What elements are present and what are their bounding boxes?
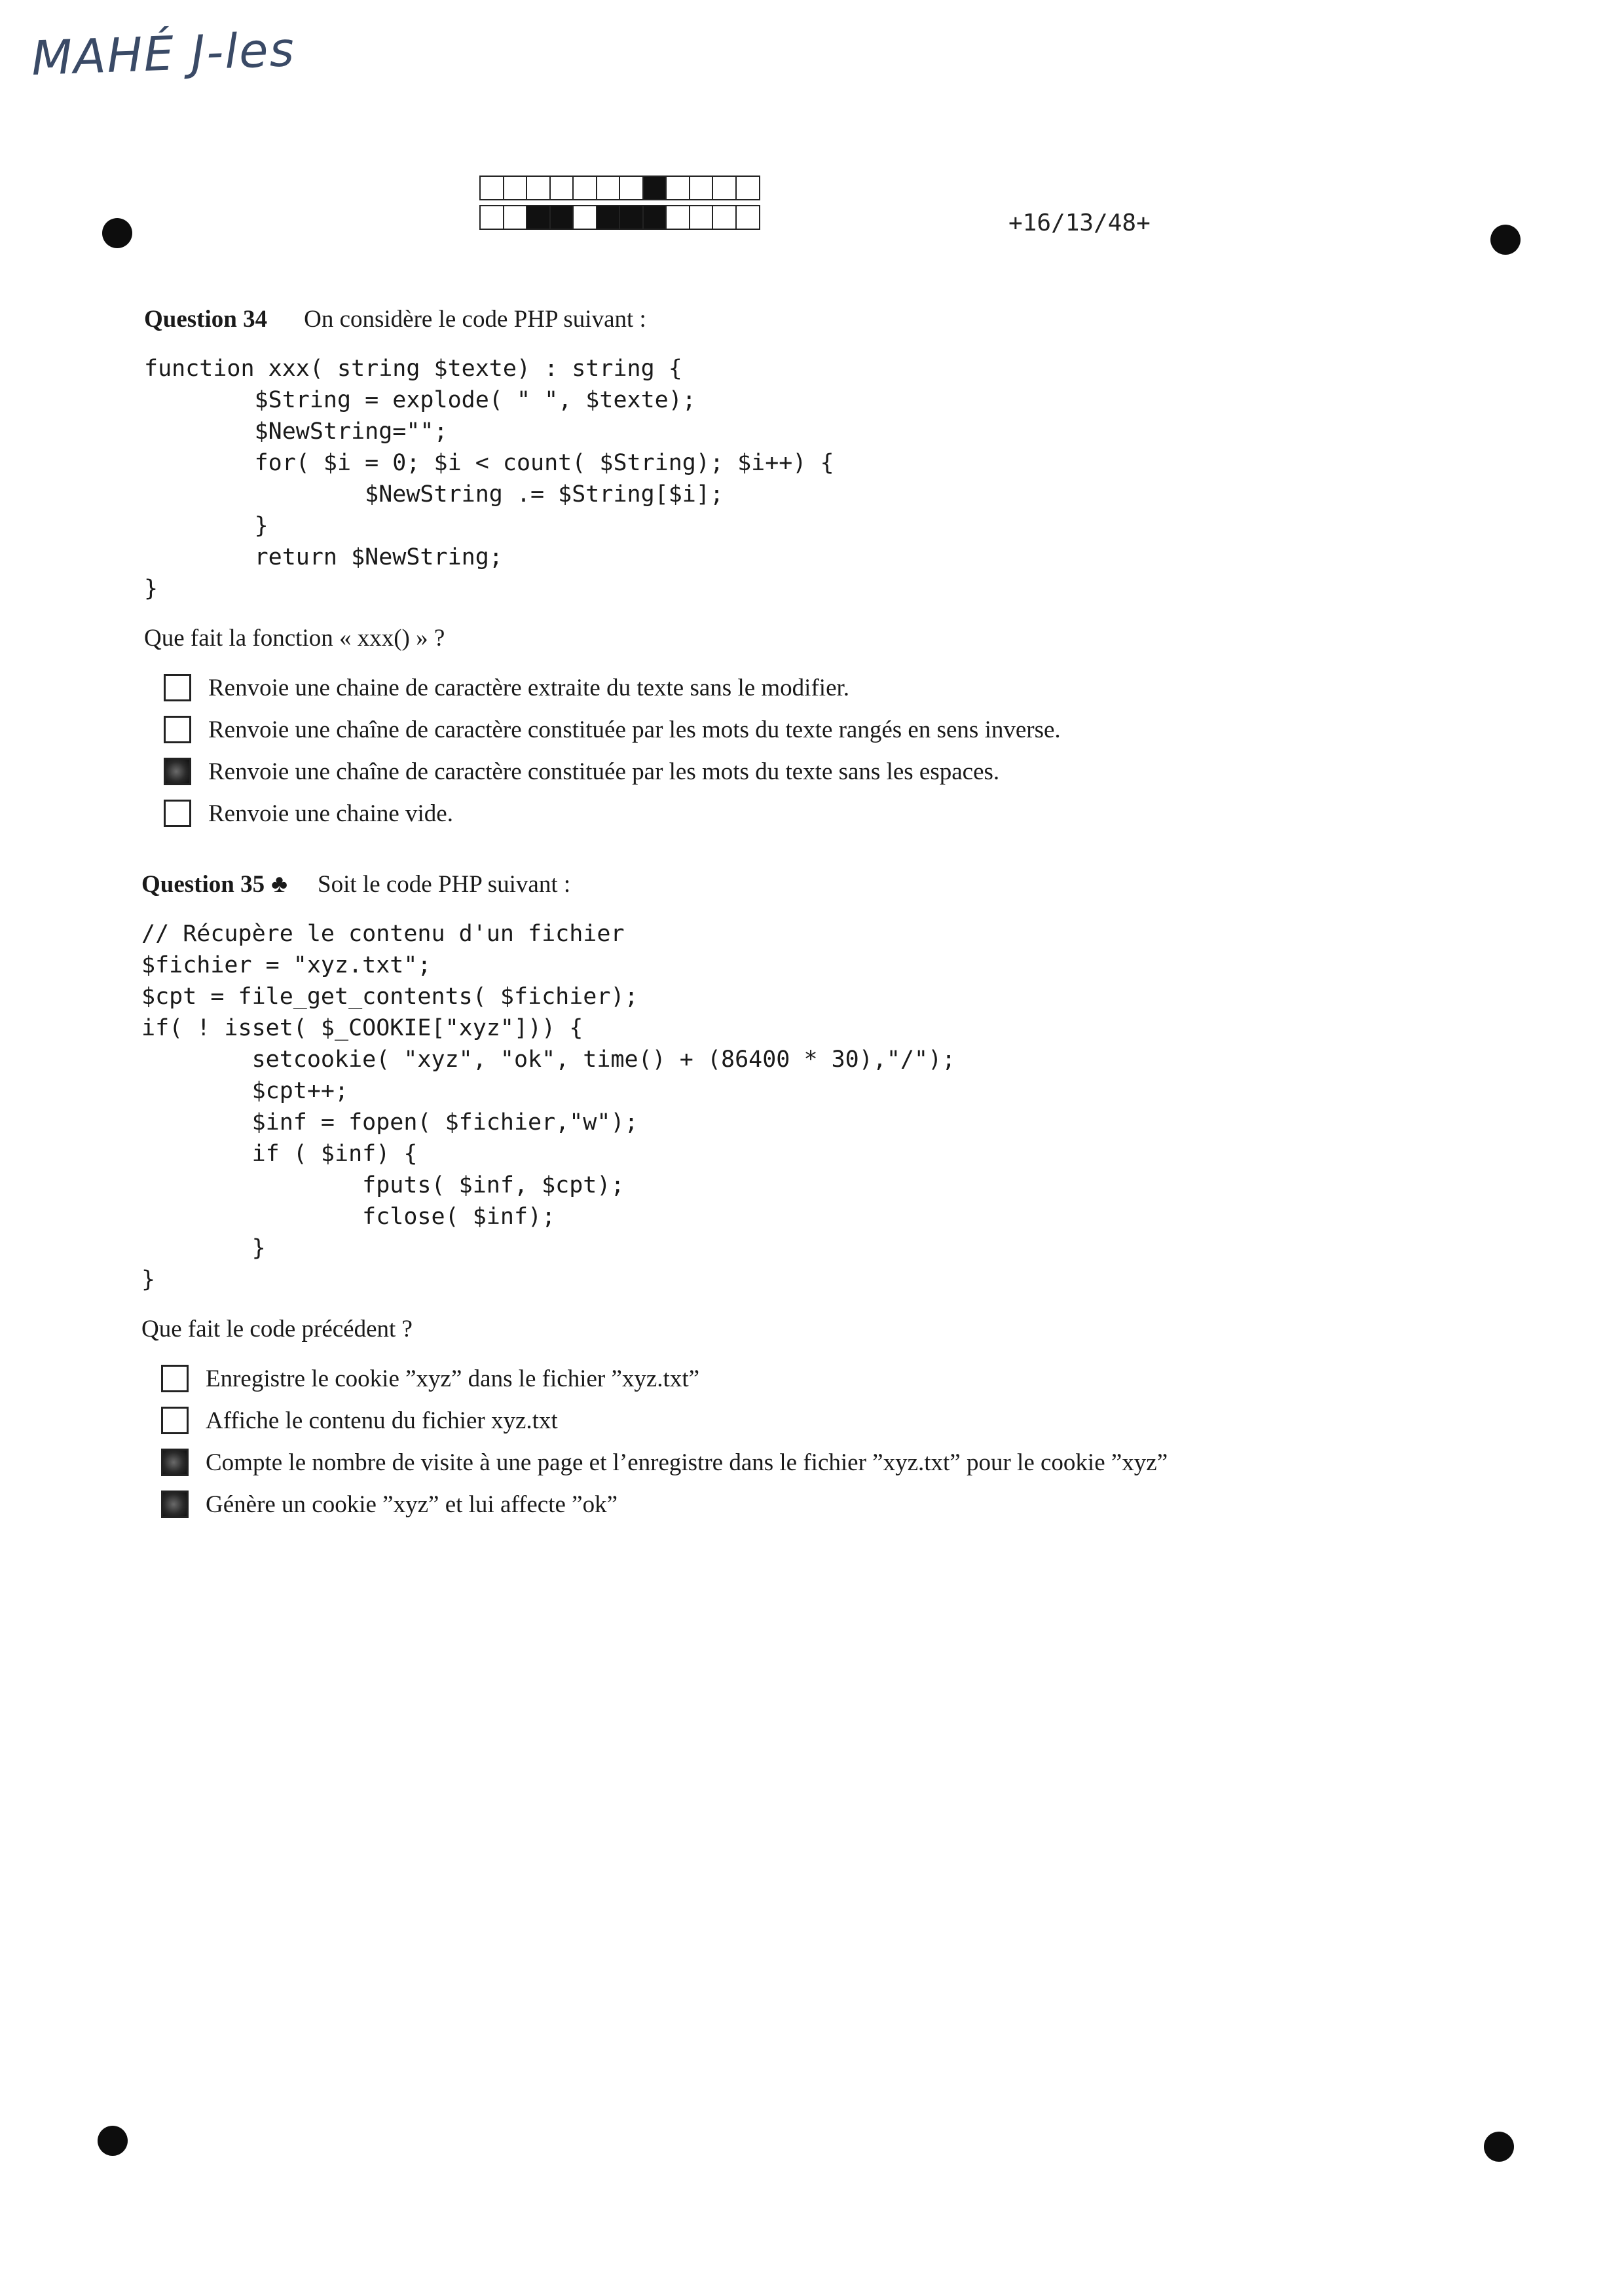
- code-line: $NewString="";: [144, 418, 448, 445]
- checked-checkbox[interactable]: [161, 1491, 189, 1518]
- corner-marker-bottom-left: [98, 2126, 128, 2156]
- page-identifier: +16/13/48+: [1008, 210, 1151, 236]
- id-grid-row-1: [479, 176, 758, 200]
- question-35-intro: Soit le code PHP suivant :: [318, 871, 571, 898]
- answer-option[interactable]: [164, 792, 1454, 834]
- answer-label: Affiche le contenu du fichier xyz.txt: [206, 1407, 558, 1434]
- id-grid-cell: [642, 176, 667, 200]
- code-line: }: [141, 1267, 156, 1293]
- code-line: function xxx( string $texte) : string {: [144, 356, 682, 382]
- code-line: return $NewString;: [144, 544, 503, 570]
- id-grid-cell: [596, 176, 621, 200]
- code-line: $NewString .= $String[$i];: [144, 481, 724, 508]
- id-grid-cell: [572, 205, 597, 230]
- id-grid-cell: [503, 176, 528, 200]
- question-34: [144, 305, 1454, 834]
- id-grid-cell: [526, 176, 551, 200]
- question-35-answers: [161, 1358, 1517, 1525]
- id-grid-cell: [526, 205, 551, 230]
- id-grid-cell: [596, 205, 621, 230]
- id-grid-cell: [665, 176, 690, 200]
- id-grid-row-2: [479, 205, 758, 230]
- id-grid-cell: [712, 176, 737, 200]
- id-grid-cell: [619, 205, 644, 230]
- checked-checkbox[interactable]: [164, 758, 191, 785]
- answer-option[interactable]: [161, 1358, 1517, 1399]
- answer-option[interactable]: [161, 1441, 1517, 1483]
- answer-label: Génère un cookie ”xyz” et lui affecte ”ok”: [206, 1491, 618, 1518]
- handwritten-student-name: MAHÉ J-les: [30, 21, 297, 86]
- code-line: setcookie( "xyz", "ok", time() + (86400 * 30),"/");: [141, 1046, 956, 1073]
- id-grid-cell: [549, 176, 574, 200]
- id-grid-cell: [735, 205, 760, 230]
- code-line: $String = explode( " ", $texte);: [144, 387, 696, 413]
- question-34-number: Question 34: [144, 306, 268, 333]
- id-grid-cell: [712, 205, 737, 230]
- answer-option[interactable]: [164, 709, 1454, 750]
- corner-marker-top-left: [102, 218, 132, 248]
- code-line: }: [144, 576, 158, 602]
- answer-label: Renvoie une chaîne de caractère constituée par les mots du texte sans les espaces.: [208, 758, 1000, 785]
- code-line: $cpt++;: [141, 1078, 349, 1104]
- answer-label: Compte le nombre de visite à une page et l’enregistre dans le fichier ”xyz.txt” pour le cookie ”xyz”: [206, 1449, 1168, 1476]
- student-id-grid: [479, 176, 758, 230]
- code-line: }: [141, 1235, 266, 1261]
- id-grid-cell: [479, 176, 504, 200]
- id-grid-cell: [735, 176, 760, 200]
- id-grid-cell: [479, 205, 504, 230]
- checked-checkbox[interactable]: [161, 1449, 189, 1476]
- id-grid-cell: [572, 176, 597, 200]
- answer-option[interactable]: [161, 1399, 1517, 1441]
- corner-marker-bottom-right: [1484, 2132, 1514, 2162]
- id-grid-cell: [619, 176, 644, 200]
- answer-label: Renvoie une chaine vide.: [208, 800, 453, 827]
- checkbox[interactable]: [164, 800, 191, 827]
- checkbox[interactable]: [161, 1407, 189, 1434]
- question-35-number: Question 35: [141, 871, 265, 898]
- checkbox[interactable]: [164, 674, 191, 701]
- question-35: [141, 870, 1517, 1525]
- answer-option[interactable]: [164, 750, 1454, 792]
- code-line: $inf = fopen( $fichier,"w");: [141, 1109, 638, 1136]
- question-34-prompt: Que fait la fonction « xxx() » ?: [144, 625, 445, 652]
- id-grid-cell: [689, 205, 714, 230]
- question-34-code-block: [144, 353, 1454, 604]
- code-line: fputs( $inf, $cpt);: [141, 1172, 625, 1198]
- answer-label: Renvoie une chaine de caractère extraite du texte sans le modifier.: [208, 674, 850, 701]
- question-34-intro: On considère le code PHP suivant :: [304, 306, 646, 333]
- question-35-code-block: [141, 918, 1517, 1295]
- code-line: $fichier = "xyz.txt";: [141, 952, 432, 978]
- checkbox[interactable]: [161, 1365, 189, 1392]
- checkbox[interactable]: [164, 716, 191, 743]
- question-34-answers: [164, 667, 1454, 834]
- code-line: fclose( $inf);: [141, 1204, 556, 1230]
- answer-option[interactable]: [161, 1483, 1517, 1525]
- code-line: if( ! isset( $_COOKIE["xyz"])) {: [141, 1015, 583, 1041]
- id-grid-cell: [665, 205, 690, 230]
- code-line: }: [144, 513, 268, 539]
- corner-marker-top-right: [1490, 225, 1521, 255]
- answer-label: Enregistre le cookie ”xyz” dans le fichier ”xyz.txt”: [206, 1365, 700, 1392]
- code-line: $cpt = file_get_contents( $fichier);: [141, 984, 638, 1010]
- id-grid-cell: [503, 205, 528, 230]
- answer-label: Renvoie une chaîne de caractère constituée par les mots du texte rangés en sens inverse.: [208, 716, 1061, 743]
- answer-option[interactable]: [164, 667, 1454, 709]
- id-grid-cell: [689, 176, 714, 200]
- question-35-header: [141, 870, 1517, 898]
- question-34-header: [144, 305, 1454, 333]
- code-line: if ( $inf) {: [141, 1141, 418, 1167]
- club-icon: ♣: [271, 870, 288, 898]
- code-line: for( $i = 0; $i < count( $String); $i++) {: [144, 450, 834, 476]
- id-grid-cell: [549, 205, 574, 230]
- id-grid-cell: [642, 205, 667, 230]
- question-35-prompt: Que fait le code précédent ?: [141, 1316, 413, 1342]
- code-line: // Récupère le contenu d'un fichier: [141, 921, 625, 947]
